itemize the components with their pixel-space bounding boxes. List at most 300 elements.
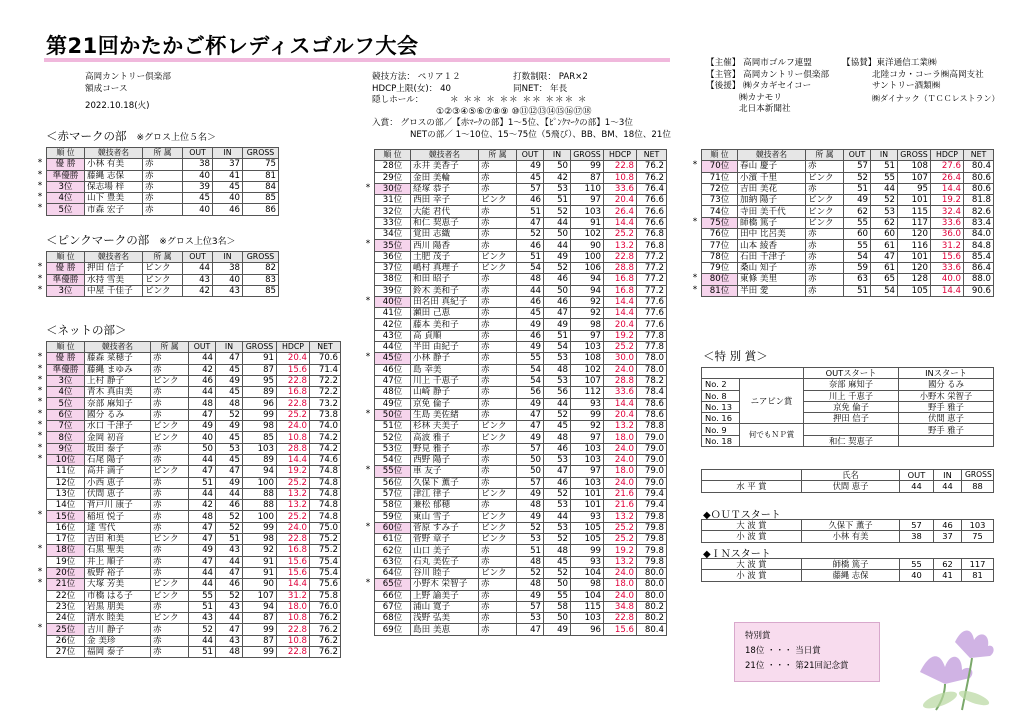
gross-score: 108: [571, 353, 604, 364]
player-name: 高井 満子: [85, 466, 151, 477]
player-name: 福岡 泰子: [85, 647, 151, 658]
winner-star: *: [692, 160, 698, 170]
gross-score: 99: [243, 624, 277, 635]
rank-cell: 55位: [375, 466, 411, 477]
player-name: 谷川 睦子: [411, 567, 479, 578]
affiliation: 赤: [151, 398, 189, 409]
gross-score: 89: [243, 454, 277, 465]
rank-cell: 27位: [47, 647, 85, 658]
out-score: 44: [189, 387, 216, 398]
rank-cell: 71位: [702, 172, 738, 183]
affiliation: ピンク: [151, 466, 189, 477]
rank-cell: 4位: [47, 387, 85, 398]
net-score: 78.4: [637, 387, 667, 398]
net-score: 77.6: [637, 319, 667, 330]
table-header-row: [47, 342, 341, 353]
column-header: OUT: [183, 148, 213, 159]
affiliation: 赤: [479, 545, 517, 556]
out-score: 50: [517, 455, 544, 466]
affiliation: ピンク: [151, 613, 189, 624]
affiliation: 赤: [479, 206, 517, 217]
hdcp-value: 16.8: [604, 274, 637, 285]
sponsor-support-2: ㈱カナモリ: [739, 92, 782, 103]
rank-cell: 64位: [375, 567, 411, 578]
gross-score: 96: [243, 398, 277, 409]
in-score: 52: [216, 409, 243, 420]
gross-score: 88: [243, 488, 277, 499]
rank-cell: 16位: [47, 522, 85, 533]
gross-score: 102: [571, 364, 604, 375]
player-name: 稲垣 悦子: [85, 511, 151, 522]
net-score: 76.0: [310, 601, 341, 612]
player-name: 坂田 泰子: [85, 443, 151, 454]
rank-cell: 80位: [702, 274, 738, 285]
out-score: 47: [517, 624, 544, 635]
out-score: 46: [517, 195, 544, 206]
hdcp-value: 16.8: [277, 545, 310, 556]
net-score: 77.8: [637, 342, 667, 353]
gross-score: 93: [571, 398, 604, 409]
gross-score: 93: [571, 556, 604, 567]
event-date: 2022.10.18(火): [85, 101, 150, 111]
player-name: 吉川 静子: [85, 624, 151, 635]
affiliation: 赤: [479, 319, 517, 330]
rank-cell: 24位: [47, 613, 85, 624]
table-row: [375, 308, 667, 319]
rank-cell: 65位: [375, 579, 411, 590]
rank-cell: 39位: [375, 285, 411, 296]
player-name: 西川 陽香: [411, 240, 479, 251]
hdcp-value: 22.8: [277, 647, 310, 658]
rank-cell: 準優勝: [47, 170, 85, 181]
rank-cell: 58位: [375, 500, 411, 511]
column-header: 順 位: [47, 342, 85, 353]
out-score: 48: [189, 511, 216, 522]
gross-score: 101: [571, 488, 604, 499]
table-row: [47, 635, 341, 646]
in-score: 61: [871, 262, 898, 273]
player-name: 大能 君代: [411, 206, 479, 217]
gross-score: 107: [243, 590, 277, 601]
gross-score: 105: [571, 534, 604, 545]
net-score: 73.8: [310, 409, 341, 420]
rank-cell: 31位: [375, 195, 411, 206]
net-score: 77.2: [637, 262, 667, 273]
table-row: [47, 590, 341, 601]
heihei-in: 44: [934, 481, 962, 492]
rank-cell: 72位: [702, 183, 738, 194]
net-score: 80.4: [637, 624, 667, 635]
player-name: 板野 裕子: [85, 567, 151, 578]
column-header: NET: [964, 150, 994, 161]
diag-cell: [702, 368, 804, 379]
winner-star: *: [37, 203, 43, 213]
affiliation: ピンク: [479, 251, 517, 262]
gross-score: 103: [571, 477, 604, 488]
affiliation: 赤: [479, 613, 517, 624]
column-header: 所 属: [806, 150, 844, 161]
affiliation: 赤: [151, 624, 189, 635]
in-score: 52: [216, 590, 243, 601]
rank-cell: 12位: [47, 477, 85, 488]
net-score: 74.8: [310, 500, 341, 511]
in-score: 50: [544, 285, 571, 296]
out-score: 53: [517, 534, 544, 545]
hdcp-value: 25.2: [604, 534, 637, 545]
out-score: 40: [183, 170, 213, 181]
winner-in: 伏間 恵子: [899, 413, 994, 424]
table-row: [375, 556, 667, 567]
table-row: [375, 172, 667, 183]
net-score: 77.2: [637, 274, 667, 285]
hdcp-value: 19.2: [604, 330, 637, 341]
table-row: [47, 466, 341, 477]
affiliation: 赤: [151, 545, 189, 556]
sponsor-host: 【主催】 高岡市ゴルフ連盟: [706, 58, 812, 68]
out-score: 57: [517, 601, 544, 612]
wave-out: 40: [900, 570, 934, 581]
player-name: 西野 陽子: [411, 455, 479, 466]
hdcp-value: 19.2: [604, 545, 637, 556]
hdcp-value: 24.0: [277, 522, 310, 533]
gross-score: 98: [243, 421, 277, 432]
player-name: 保志場 梓: [85, 181, 143, 192]
winner-star: *: [37, 352, 43, 362]
affiliation: 赤: [479, 455, 517, 466]
table-row: [375, 579, 667, 590]
out-score: 44: [183, 263, 213, 274]
affiliation: ピンク: [143, 263, 183, 274]
table-row: [47, 170, 279, 181]
hdcp-value: 22.8: [604, 161, 637, 172]
out-score: 49: [517, 488, 544, 499]
net-score: 79.0: [637, 466, 667, 477]
in-score: 51: [544, 330, 571, 341]
in-score: 49: [216, 421, 243, 432]
net-table-1: [46, 341, 341, 658]
gross-score: 98: [571, 579, 604, 590]
sponsors-right: [842, 58, 999, 104]
wave-in: 46: [934, 520, 962, 531]
out-score: 63: [844, 274, 871, 285]
in-score: 42: [544, 172, 571, 183]
column-header: 順 位: [375, 150, 411, 161]
net-score: 80.6: [964, 183, 994, 194]
net-score: 75.2: [310, 534, 341, 545]
table-row: [375, 545, 667, 556]
player-name: 山本 綾香: [738, 240, 806, 251]
affiliation: 赤: [151, 511, 189, 522]
in-score: 52: [871, 195, 898, 206]
net-score: 77.2: [637, 285, 667, 296]
net-score: 77.6: [637, 296, 667, 307]
affiliation: 赤: [479, 500, 517, 511]
hdcp-value: 24.0: [604, 455, 637, 466]
table-row: [47, 556, 341, 567]
venue-club: 高岡カントリー倶楽部: [85, 72, 171, 82]
in-score: 51: [871, 161, 898, 172]
table-row: [375, 330, 667, 341]
out-score: 60: [844, 229, 871, 240]
wave-out: 55: [900, 559, 934, 570]
out-start-title: ◆ＯＵＴスタート: [703, 510, 781, 521]
pink-gross-table: [46, 251, 279, 297]
title-underline: [44, 58, 670, 62]
table-row: [47, 409, 341, 420]
hdcp-value: 22.8: [277, 398, 310, 409]
in-score: 48: [544, 432, 571, 443]
player-name: 伏間 恵子: [85, 488, 151, 499]
affiliation: 赤: [479, 443, 517, 454]
rank-cell: 17位: [47, 534, 85, 545]
out-head: OUT: [900, 470, 934, 481]
player-name: 高波 雅子: [411, 432, 479, 443]
np-label: 何でもＮＰ賞: [740, 424, 804, 447]
in-score: 54: [871, 285, 898, 296]
column-header: 所 属: [143, 148, 183, 159]
net-score: 72.2: [310, 387, 341, 398]
out-score: 42: [189, 364, 216, 375]
table-row: [47, 567, 341, 578]
wave-out: 38: [900, 531, 934, 542]
column-header: 競技者名: [411, 150, 479, 161]
rank-cell: 68位: [375, 613, 411, 624]
in-score: 49: [544, 624, 571, 635]
affiliation: 赤: [143, 181, 183, 192]
box-title: 特別賞: [745, 631, 771, 641]
in-score: 50: [544, 613, 571, 624]
out-score: 57: [517, 443, 544, 454]
in-score: 47: [216, 353, 243, 364]
player-name: 菅原 すみ子: [411, 522, 479, 533]
in-score: 51: [216, 534, 243, 545]
affiliation: ピンク: [479, 534, 517, 545]
table-row: [702, 285, 994, 296]
out-score: 42: [189, 500, 216, 511]
gross-score: 106: [571, 262, 604, 273]
hdcp-value: 24.0: [604, 567, 637, 578]
out-score: 48: [517, 556, 544, 567]
gross-score: 96: [571, 624, 604, 635]
hdcp-value: 33.6: [931, 217, 964, 228]
rank-cell: 54位: [375, 455, 411, 466]
name-head: 氏名: [802, 470, 900, 481]
in-score: 46: [544, 443, 571, 454]
gross-score: 87: [571, 172, 604, 183]
special-prize-box: [734, 622, 880, 682]
hdcp-value: 31.2: [931, 240, 964, 251]
table-row: [375, 262, 667, 273]
in-score: 48: [544, 545, 571, 556]
net-score: 78.8: [637, 421, 667, 432]
hdcp-value: 33.6: [604, 183, 637, 194]
net-score: 79.0: [637, 432, 667, 443]
affiliation: ピンク: [151, 432, 189, 443]
gross-score: 103: [571, 206, 604, 217]
column-header: OUT: [844, 150, 871, 161]
column-header: 競技者名: [85, 252, 143, 263]
out-score: 47: [189, 522, 216, 533]
winner-star: *: [365, 465, 371, 475]
wave-gross: 117: [962, 559, 994, 570]
affiliation: ピンク: [479, 421, 517, 432]
affiliation: ピンク: [479, 262, 517, 273]
table-row: [47, 477, 341, 488]
affiliation: 赤: [479, 601, 517, 612]
player-name: 上村 静子: [85, 375, 151, 386]
out-score: 49: [517, 342, 544, 353]
affiliation: ピンク: [479, 195, 517, 206]
in-head: IN: [934, 470, 962, 481]
out-score: 40: [183, 204, 213, 215]
in-score: 46: [216, 579, 243, 590]
hdcp-value: 14.4: [604, 398, 637, 409]
rank-cell: 優 勝: [47, 263, 85, 274]
out-score: 49: [517, 161, 544, 172]
in-score: 47: [871, 251, 898, 262]
out-score: 57: [844, 161, 871, 172]
out-score: 52: [517, 522, 544, 533]
net-score: 80.0: [637, 579, 667, 590]
column-header: 競技者名: [85, 342, 151, 353]
table-row: [375, 624, 667, 635]
out-score: 38: [183, 159, 213, 170]
out-score: 51: [844, 285, 871, 296]
rank-cell: 48位: [375, 387, 411, 398]
hdcp-value: 28.8: [604, 262, 637, 273]
player-name: 市森 宏子: [85, 204, 143, 215]
out-score: 50: [189, 443, 216, 454]
hdcp-value: 10.8: [277, 432, 310, 443]
player-name: 藤本 美和子: [411, 319, 479, 330]
in-score: 46: [544, 477, 571, 488]
player-name: 東山 雪子: [411, 511, 479, 522]
in-score: 53: [544, 183, 571, 194]
box-line-1: 18位 ・・・ 当日賞: [745, 646, 821, 656]
affiliation: ピンク: [479, 432, 517, 443]
out-score: 52: [189, 624, 216, 635]
player-name: 青木 真由美: [85, 387, 151, 398]
table-header-row: [702, 150, 994, 161]
gross-score: 89: [243, 387, 277, 398]
hdcp-value: 21.6: [604, 500, 637, 511]
winner-star: *: [37, 431, 43, 441]
winner-star: *: [692, 285, 698, 295]
net-score: 74.2: [310, 432, 341, 443]
table-row: [702, 195, 994, 206]
net-score: 77.2: [637, 251, 667, 262]
in-score: 52: [544, 488, 571, 499]
winner-star: *: [37, 192, 43, 202]
out-score: 44: [189, 635, 216, 646]
rank-cell: 62位: [375, 545, 411, 556]
in-score: 45: [216, 364, 243, 375]
hdcp-value: 15.6: [277, 556, 310, 567]
hdcp-value: 18.0: [604, 466, 637, 477]
net-score: 75.6: [310, 579, 341, 590]
in-score: 53: [871, 206, 898, 217]
player-name: 大塚 芳美: [85, 579, 151, 590]
net-score: 76.2: [310, 635, 341, 646]
player-name: 水口 千津子: [85, 421, 151, 432]
sponsor-cosponsor-3: サントリー酒類㈱: [872, 81, 941, 91]
wave-name: 小林 有美: [802, 531, 900, 542]
out-score: 49: [189, 421, 216, 432]
player-name: 押田 信子: [85, 263, 143, 274]
column-header: 順 位: [47, 148, 85, 159]
player-name: 高 貞順: [411, 330, 479, 341]
out-score: 51: [517, 251, 544, 262]
gross-score: 98: [243, 534, 277, 545]
table-row: [375, 398, 667, 409]
gross-score: 85: [243, 432, 277, 443]
gross-score: 104: [571, 567, 604, 578]
player-name: 半田 由紀子: [411, 342, 479, 353]
column-header: IN: [544, 150, 571, 161]
gross-score: 91: [243, 556, 277, 567]
gross-score: 103: [243, 443, 277, 454]
net-score: 73.2: [310, 398, 341, 409]
heihei-gross: 88: [962, 481, 994, 492]
in-score: 54: [544, 342, 571, 353]
in-score: 40: [213, 274, 243, 285]
venue-course: 額成コース: [85, 83, 128, 94]
table-row: [47, 601, 341, 612]
winner-out: 川上 千恵子: [804, 390, 899, 401]
wave-name: 師橋 篤子: [802, 559, 900, 570]
winner-out: 京免 倫子: [804, 401, 899, 412]
in-score: 50: [544, 229, 571, 240]
column-header: HDCP: [931, 150, 964, 161]
winner-star: *: [37, 567, 43, 577]
out-score: 49: [517, 398, 544, 409]
rule-hidden: 隠しホール：: [372, 95, 424, 105]
affiliation: 赤: [479, 217, 517, 228]
rank-cell: 49位: [375, 398, 411, 409]
out-score: 43: [189, 613, 216, 624]
table-row: [375, 387, 667, 398]
net-score: 84.8: [964, 240, 994, 251]
table-row: [47, 364, 341, 375]
affiliation: ピンク: [806, 195, 844, 206]
table-row: [375, 613, 667, 624]
winner-star: *: [692, 217, 698, 227]
diag-cell: [702, 470, 802, 481]
gross-score: 99: [571, 545, 604, 556]
player-name: 生島 美佐緒: [411, 409, 479, 420]
winner-in: 野手 雅子: [899, 424, 994, 435]
hole-no: No. 8: [702, 390, 740, 401]
gross-score: 99: [571, 409, 604, 420]
rank-cell: 77位: [702, 240, 738, 251]
out-score: 59: [844, 262, 871, 273]
sponsor-cosponsor-4: ㈱ダイナック（ＴＣＣレストラン）: [872, 93, 1000, 103]
gross-score: 103: [571, 613, 604, 624]
rank-cell: 28位: [375, 161, 411, 172]
player-name: 石尾 陽子: [85, 454, 151, 465]
out-score: 51: [844, 183, 871, 194]
in-score: 49: [544, 319, 571, 330]
affiliation: 赤: [806, 240, 844, 251]
table-row: [375, 466, 667, 477]
out-start-head: OUTスタート: [804, 368, 899, 379]
venue-info: [85, 72, 171, 113]
in-score: 47: [216, 567, 243, 578]
hdcp-value: 15.6: [277, 364, 310, 375]
player-name: 久保下 薫子: [411, 477, 479, 488]
gross-score: 103: [571, 342, 604, 353]
gross-score: 97: [571, 330, 604, 341]
